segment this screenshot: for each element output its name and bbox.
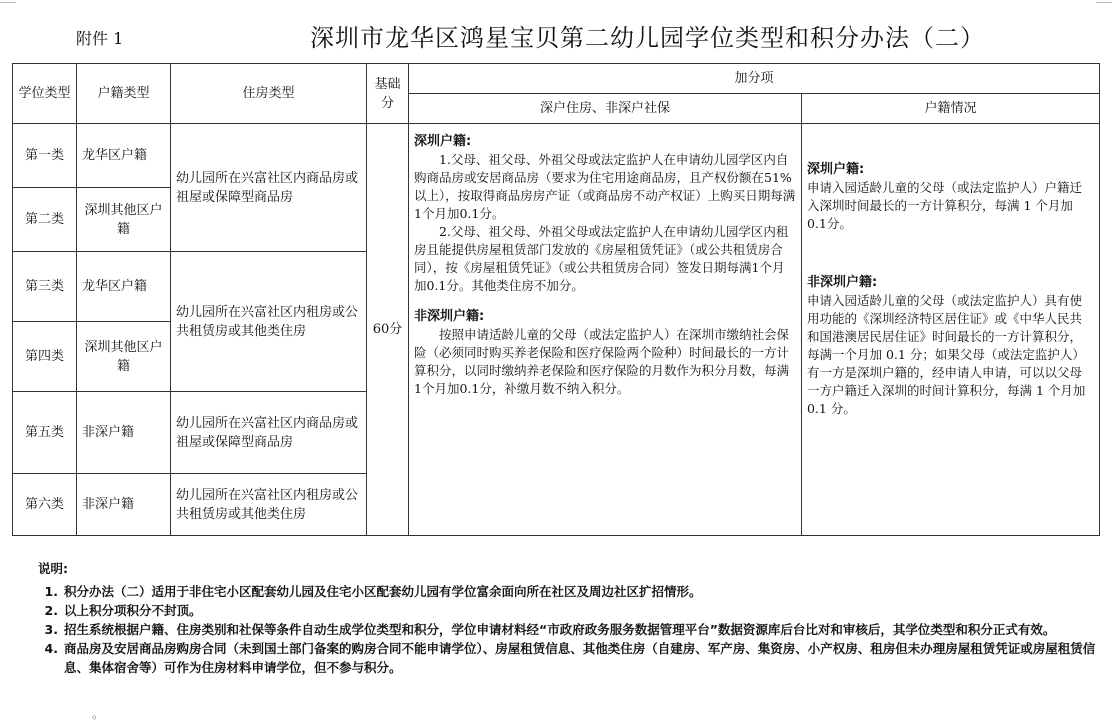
- note-number: 4.: [44, 641, 58, 656]
- table-row-category: 第一类: [13, 124, 77, 188]
- nonsz-social-security-rule: 按照申请适龄儿童的父母（或法定监护人）在深圳市缴纳社会保险（必须同时购买养老保险和医疗保险两个险种）时间最长的一方计算积分，以同时缴纳养老保险和医疗保险的月数作为积分月数，每满1个月加0.1分，补缴月数不纳入积分。: [414, 327, 790, 396]
- housing-type-cell: 幼儿园所在兴富社区内租房或公共租赁房或其他类住房: [171, 252, 367, 392]
- bonus-hukou-cell: [802, 124, 1100, 536]
- sz-hukou-heading: 深圳户籍:: [414, 134, 472, 149]
- table-row-hukou: 龙华区户籍: [77, 124, 171, 188]
- header-bonus: 加分项: [409, 64, 1100, 94]
- document-title: 深圳市龙华区鸿星宝贝第二幼儿园学位类型和积分办法（二）: [310, 24, 985, 52]
- note-text: 商品房及安居商品房购房合同（未到国土部门备案的购房合同不能申请学位）、房屋租赁信息、其他类住房（自建房、军产房、集资房、小产权房、租房但未办理房屋租赁凭证或房屋租赁信息、集体宿舍等）可作为住房材料申请学位，但不参与积分。: [64, 641, 1096, 675]
- sz-housing-rule-1: 1.父母、祖父母、外祖父母或法定监护人在申请幼儿园学区内自购商品房或安居商品房（要求为住宅用途商品房，且产权份额在51%以上），按取得商品房房产证（或商品房不动产权证）上购买日期每满1个月加0.1分。: [414, 152, 796, 221]
- header-hukou: 户籍类型: [77, 64, 171, 124]
- base-score-cell: 60分: [367, 124, 409, 536]
- note-item: [38, 582, 1098, 601]
- housing-type-cell: 幼儿园所在兴富社区内商品房或祖屋或保障型商品房: [171, 124, 367, 252]
- page-corner-mark-left: [0, 2, 16, 3]
- header-base-score: 基础分: [367, 64, 409, 124]
- score-table: [12, 63, 1100, 536]
- housing-type-cell: 幼儿园所在兴富社区内租房或公共租赁房或其他类住房: [171, 474, 367, 536]
- header-bonus-housing: 深户住房、非深户社保: [409, 94, 802, 124]
- table-row-category: 第四类: [13, 322, 77, 392]
- header-housing: 住房类型: [171, 64, 367, 124]
- header-bonus-hukou: 户籍情况: [802, 94, 1100, 124]
- note-number: 2.: [44, 603, 58, 618]
- nonsz-hukou-heading: 非深圳户籍:: [414, 309, 485, 324]
- bonus-housing-cell: [409, 124, 802, 536]
- note-text: 以上积分项积分不封顶。: [64, 603, 202, 618]
- table-row-category: 第二类: [13, 188, 77, 252]
- table-row-category: 第三类: [13, 252, 77, 322]
- table-row-category: 第六类: [13, 474, 77, 536]
- hukou-sz-rule: 申请入园适龄儿童的父母（或法定监护人）户籍迁入深圳时间最长的一方计算积分，每满 1 个月加 0.1分。: [807, 180, 1083, 231]
- table-row-hukou: 龙华区户籍: [77, 252, 171, 322]
- table-row-hukou: 深圳其他区户籍: [77, 322, 171, 392]
- note-item: [38, 620, 1098, 639]
- note-text: 招生系统根据户籍、住房类别和社保等条件自动生成学位类型和积分，学位申请材料经“市政府政务服务数据管理平台”数据资源库后台比对和审核后，其学位类型和积分正式有效。: [64, 622, 1056, 637]
- notes-section: [38, 559, 1098, 677]
- housing-type-cell: 幼儿园所在兴富社区内商品房或祖屋或保障型商品房: [171, 392, 367, 474]
- header-category: 学位类型: [13, 64, 77, 124]
- hukou-nonsz-rule: 申请入园适龄儿童的父母（或法定监护人）具有使用功能的《深圳经济特区居住证》或《中华人民共和国港澳居民居住证》时间最长的一方计算积分，每满一个月加 0.1 分；如果父母（或法定监护人）有一方是深圳户籍的，经申请人申请，可以以父母一方户籍迁入深圳的时间计算积分，每满 1 个月加 0.1 分。: [807, 293, 1086, 416]
- hukou-sz-heading: 深圳户籍:: [807, 162, 865, 177]
- note-item: [38, 601, 1098, 620]
- trailing-mark: 。: [92, 707, 105, 721]
- hukou-nonsz-heading: 非深圳户籍:: [807, 275, 878, 290]
- note-number: 1.: [44, 584, 58, 599]
- note-text: 积分办法（二）适用于非住宅小区配套幼儿园及住宅小区配套幼儿园有学位富余面向所在社区及周边社区扩招情形。: [64, 584, 702, 599]
- table-row-hukou: 非深户籍: [77, 474, 171, 536]
- page-corner-mark-right: [1096, 2, 1112, 3]
- table-row-hukou: 深圳其他区户籍: [77, 188, 171, 252]
- notes-heading: 说明:: [38, 561, 68, 576]
- table-row-hukou: 非深户籍: [77, 392, 171, 474]
- note-number: 3.: [44, 622, 58, 637]
- annex-label: 附件 1: [76, 29, 124, 48]
- table-row-category: 第五类: [13, 392, 77, 474]
- note-item: [38, 639, 1098, 677]
- sz-housing-rule-2: 2.父母、祖父母、外祖父母或法定监护人在申请幼儿园学区内租房且能提供房屋租赁部门发放的《房屋租赁凭证》（或公共租赁房合同），按《房屋租赁凭证》（或公共租赁房合同）签发日期每满1个月加0.1分。其他类住房不加分。: [414, 224, 789, 293]
